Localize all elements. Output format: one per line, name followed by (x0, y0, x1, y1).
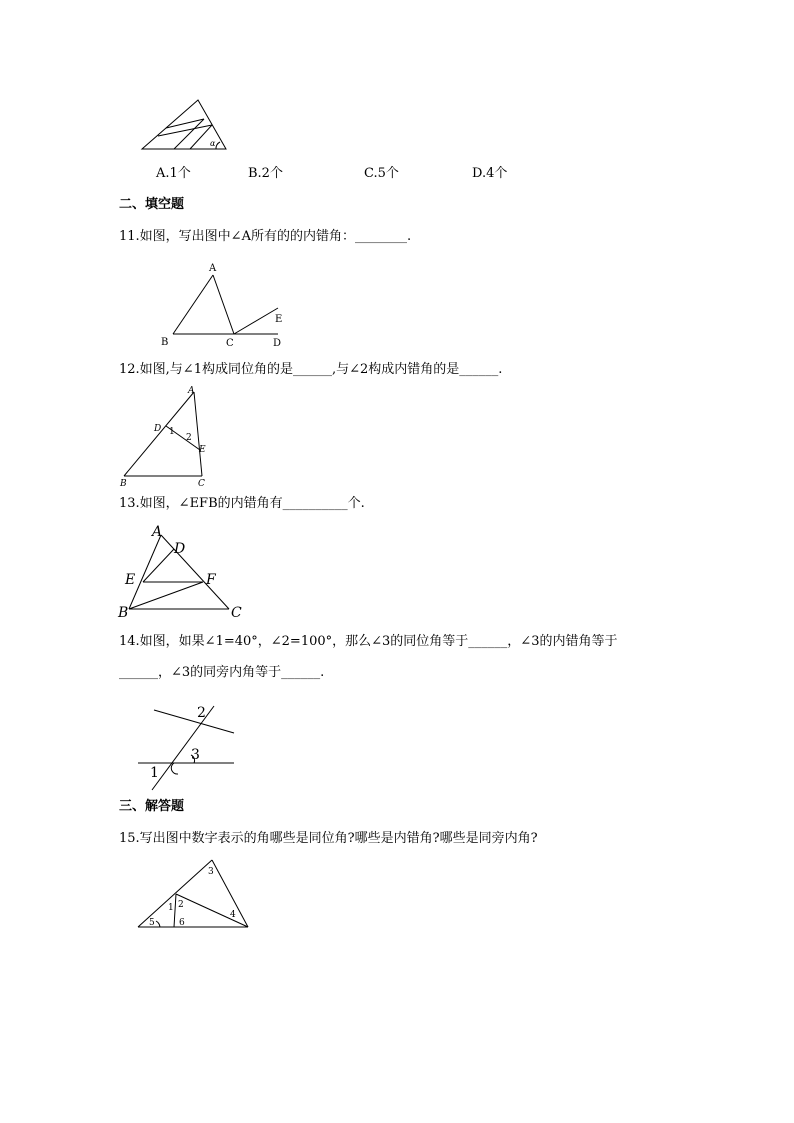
q12-text: 12.如图,与∠1构成同位角的是______,与∠2构成内错角的是______. (119, 362, 503, 377)
q12-label-b: B (120, 479, 127, 488)
q14-text-line2: ______，∠3的同旁内角等于______. (119, 665, 325, 680)
q13-label-e: E (125, 572, 136, 588)
q10-figure (138, 96, 230, 154)
q13-label-b: B (118, 605, 129, 621)
q11-label-a: A (209, 263, 217, 274)
section-2-heading: 二、填空题 (119, 197, 185, 212)
q15-text: 15.写出图中数字表示的角哪些是同位角?哪些是内错角?哪些是同旁内角? (119, 831, 538, 846)
q10-alpha-label: α (210, 139, 216, 148)
q12-label-2: 2 (186, 433, 192, 443)
q13-label-a: A (152, 524, 163, 540)
q11-label-c: C (226, 338, 234, 348)
q15-label-5: 5 (149, 918, 155, 928)
section-3-heading: 三、解答题 (119, 799, 185, 814)
q12-figure (116, 384, 220, 488)
q13-text: 13.如图，∠EFB的内错角有__________个. (119, 496, 365, 511)
q11-label-d: D (273, 338, 282, 348)
q14-label-1: 1 (150, 765, 159, 781)
q15-figure (134, 856, 256, 932)
q15-label-4: 4 (230, 910, 236, 920)
q14-figure (134, 700, 240, 792)
q15-label-3: 3 (208, 867, 214, 877)
q11-label-b: B (161, 337, 169, 348)
q13-figure (117, 522, 249, 622)
q13-label-d: D (174, 541, 186, 557)
q14-text-line1: 14.如图，如果∠1=40°，∠2=100°，那么∠3的同位角等于______，∠3的内错角等于 (119, 634, 618, 649)
q10-option-b: B.2个 (248, 166, 283, 181)
q11-text: 11.如图，写出图中∠A所有的的内错角：________. (119, 229, 412, 244)
q14-label-3: 3 (191, 747, 200, 763)
q15-label-1: 1 (168, 903, 174, 913)
q13-label-c: C (231, 605, 242, 621)
q12-label-a: A (188, 386, 195, 396)
q12-label-e: E (199, 445, 206, 455)
q11-label-e: E (275, 314, 283, 325)
q15-label-6: 6 (179, 918, 185, 928)
q10-option-d: D.4个 (472, 166, 508, 181)
q12-label-c: C (198, 479, 205, 488)
q15-label-2: 2 (178, 900, 184, 910)
q12-label-d: D (154, 424, 162, 434)
q11-figure (156, 260, 286, 348)
q12-label-1: 1 (169, 427, 175, 437)
q14-label-2: 2 (197, 705, 206, 721)
q13-label-f: F (206, 572, 216, 588)
q10-option-c: C.5个 (364, 166, 399, 181)
q10-option-a: A.1个 (156, 166, 191, 181)
